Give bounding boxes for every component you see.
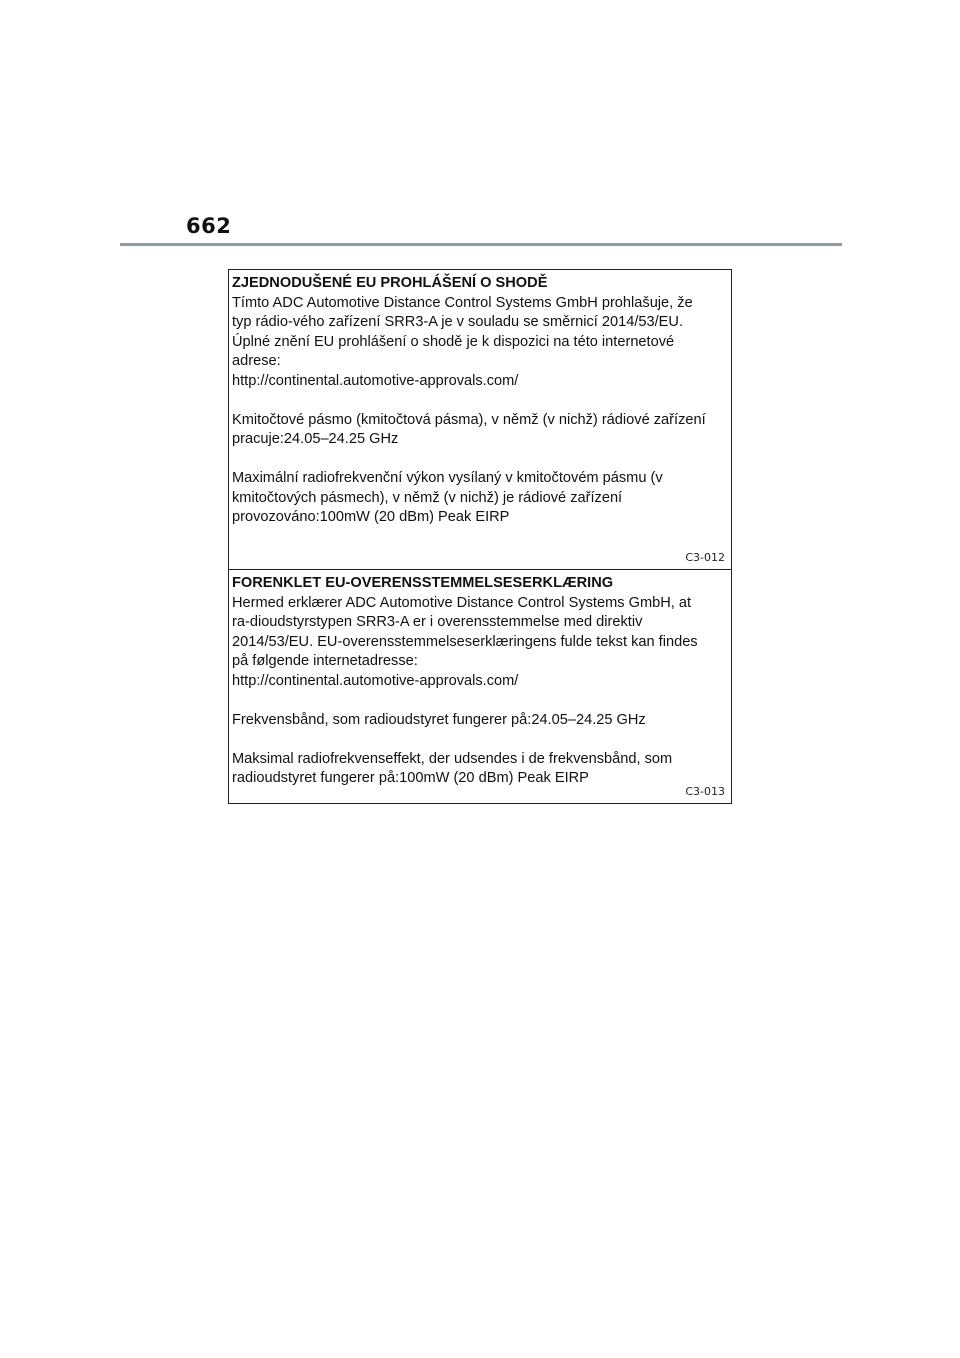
header-rule — [120, 243, 842, 246]
czech-text-line: adrese: — [232, 353, 281, 369]
danish-text-line: på følgende internetadresse: — [232, 653, 418, 669]
czech-text-line: Kmitočtové pásmo (kmitočtová pásma), v němž (v nichž) rádiové zařízení — [232, 411, 706, 428]
czech-text-line: kmitočtových pásmech), v němž (v nichž) je rádiové zařízení — [232, 489, 623, 506]
czech-text-line: typ rádio-vého zařízení SRR3-A je v souladu se směrnicí 2014/53/EU. — [232, 314, 684, 330]
danish-url: http://continental.automotive-approvals.com/ — [232, 672, 519, 689]
danish-declaration-heading: FORENKLET EU-OVERENSSTEMMELSESERKLÆRING — [232, 575, 614, 591]
danish-figure-code: C3-013 — [685, 785, 725, 798]
paragraph-gap — [232, 391, 731, 411]
danish-text-line: Hermed erklærer ADC Automotive Distance Control Systems GmbH, at — [232, 594, 692, 611]
danish-text-line: ra-dioudstyrstypen SRR3-A er i overensstemmelse med direktiv — [232, 614, 643, 630]
danish-declaration-section — [229, 570, 731, 803]
czech-url: http://continental.automotive-approvals.com/ — [232, 372, 519, 389]
czech-figure-code: C3-012 — [685, 551, 725, 564]
danish-text-line: Frekvensbånd, som radioudstyret fungerer på:24.05–24.25 GHz — [232, 711, 646, 728]
czech-text-line: Úplné znění EU prohlášení o shodě je k dispozici na této internetové — [232, 333, 675, 350]
danish-text-line: radioudstyret fungerer på:100mW (20 dBm) Peak EIRP — [232, 770, 589, 786]
declaration-box — [228, 269, 732, 804]
czech-text-line: pracuje:24.05–24.25 GHz — [232, 431, 399, 447]
czech-text-line: Tímto ADC Automotive Distance Control Systems GmbH prohlašuje, že — [232, 294, 693, 311]
danish-text-line: Maksimal radiofrekvenseffekt, der udsendes i de frekvensbånd, som — [232, 750, 673, 767]
page-number: 662 — [186, 214, 232, 238]
czech-text-line: Maximální radiofrekvenční výkon vysílaný v kmitočtovém pásmu (v — [232, 470, 663, 486]
paragraph-gap — [232, 450, 731, 470]
paragraph-gap — [232, 691, 731, 711]
paragraph-gap — [232, 730, 731, 750]
danish-text-line: 2014/53/EU. EU-overensstemmelseserklæringens fulde tekst kan findes — [232, 633, 698, 650]
czech-declaration-section — [229, 270, 731, 570]
czech-text-line: provozováno:100mW (20 dBm) Peak EIRP — [232, 509, 510, 525]
czech-declaration-heading: ZJEDNODUŠENÉ EU PROHLÁŠENÍ O SHODĚ — [232, 275, 548, 291]
